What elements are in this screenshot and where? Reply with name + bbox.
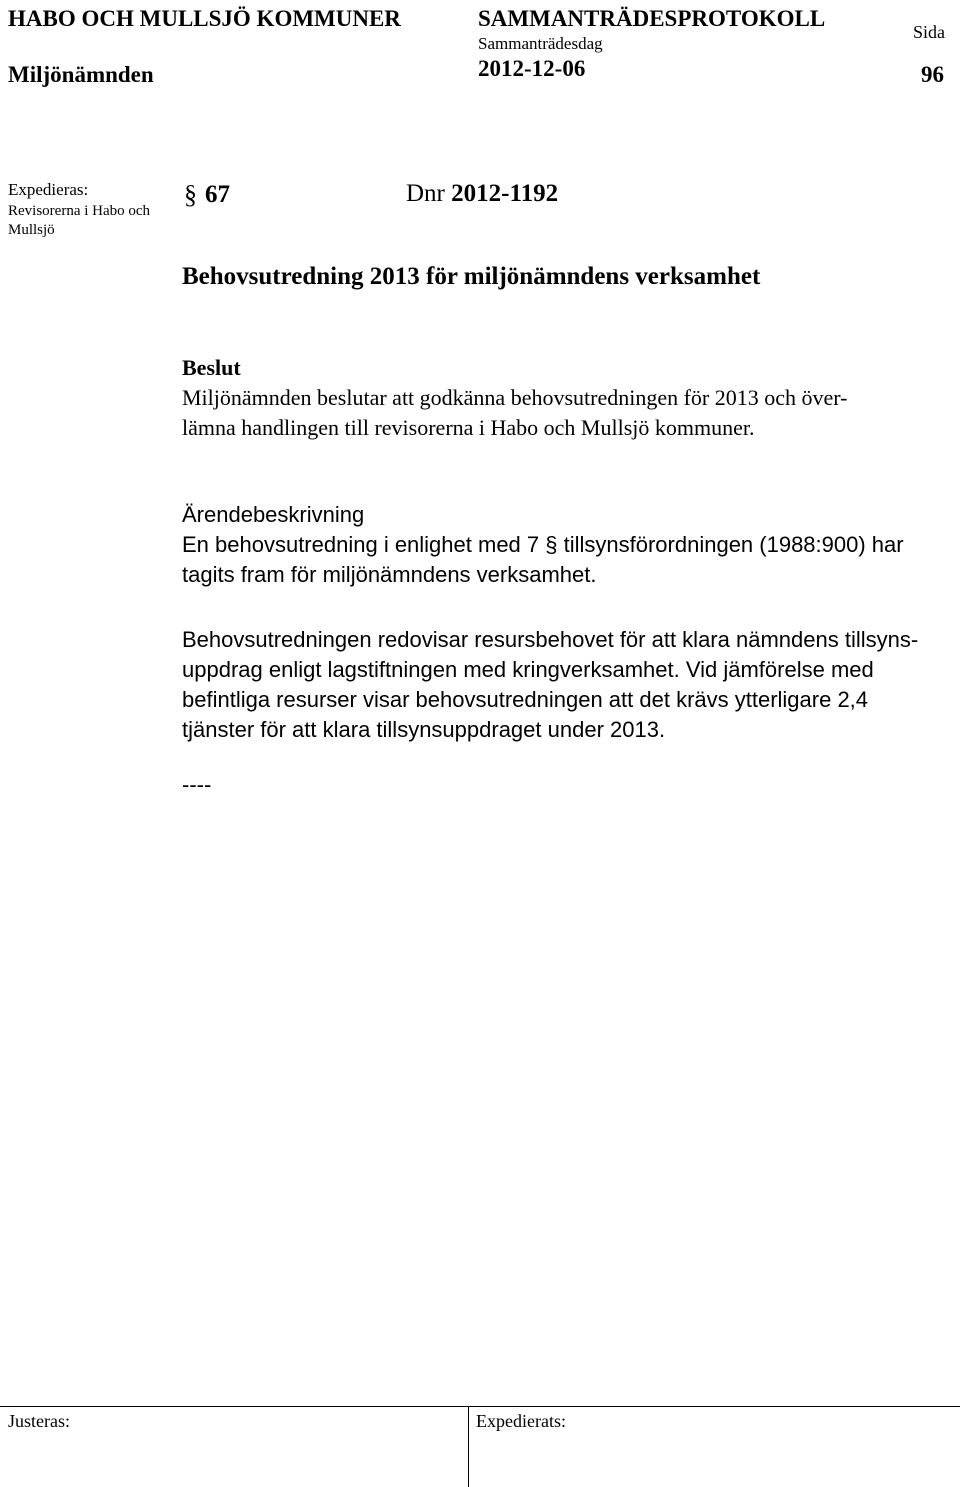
paragraph-number: 67 (205, 181, 230, 208)
footer-column-divider (468, 1406, 469, 1487)
footer-divider (0, 1406, 960, 1407)
description-text-start: En behovsutredning i enlighet med 7 (182, 532, 546, 557)
verified-label: Justeras: (8, 1411, 70, 1431)
meeting-date-label: Sammanträdesdag (478, 34, 603, 53)
meeting-date: 2012-12-06 (478, 56, 586, 81)
document-type: SAMMANTRÄDESPROTOKOLL (478, 6, 826, 31)
decision-heading: Beslut (182, 355, 241, 380)
dispatch-recipients: Revisorerna i Habo och Mullsjö (8, 203, 151, 238)
case-title: Behovsutredning 2013 för miljönämndens verksamhet (182, 263, 761, 290)
description-paragraph-2 (182, 625, 954, 745)
committee-name: Miljönämnden (8, 62, 154, 87)
page-label: Sida (913, 22, 946, 42)
description-text-end: tillsynsförordningen (1988:900) har tagits fram för miljönämndens verksamhet. (182, 532, 904, 587)
ending-marker: ---- (182, 772, 212, 797)
dispatched-label: Expedierats: (476, 1411, 566, 1431)
section-sign: § (184, 180, 197, 209)
diary-label: Dnr (406, 180, 445, 207)
diary-number: 2012-1192 (451, 180, 559, 207)
description-heading: Ärendebeskrivning (182, 502, 365, 527)
description-text (182, 530, 954, 590)
decision-text: Miljönämnden beslutar att godkänna behovsutredningen för 2013 och över- lämna handlingen till revisorerna i Habo och Mullsjö kommuner. (182, 385, 848, 440)
paragraph-reference (184, 180, 230, 210)
description-section (182, 500, 954, 590)
dispatch-label: Expedieras: (8, 180, 89, 199)
section-sign: § (545, 532, 558, 557)
description-paragraph-2-text: Behovsutredningen redovisar resursbehovet för att klara nämndens tillsyns- uppdrag enligt lagstiftningen med kringverksamhet. Vid jämförelse med befintliga resurser visar behovsutredningen att det krävs ytterligare 2,4 tjänster för att klara tillsynsuppdraget under 2013. (182, 627, 919, 742)
decision-section (182, 353, 954, 443)
diary-reference (406, 180, 558, 208)
page-number: 96 (921, 62, 944, 87)
organization-name: HABO OCH MULLSJÖ KOMMUNER (8, 6, 401, 31)
